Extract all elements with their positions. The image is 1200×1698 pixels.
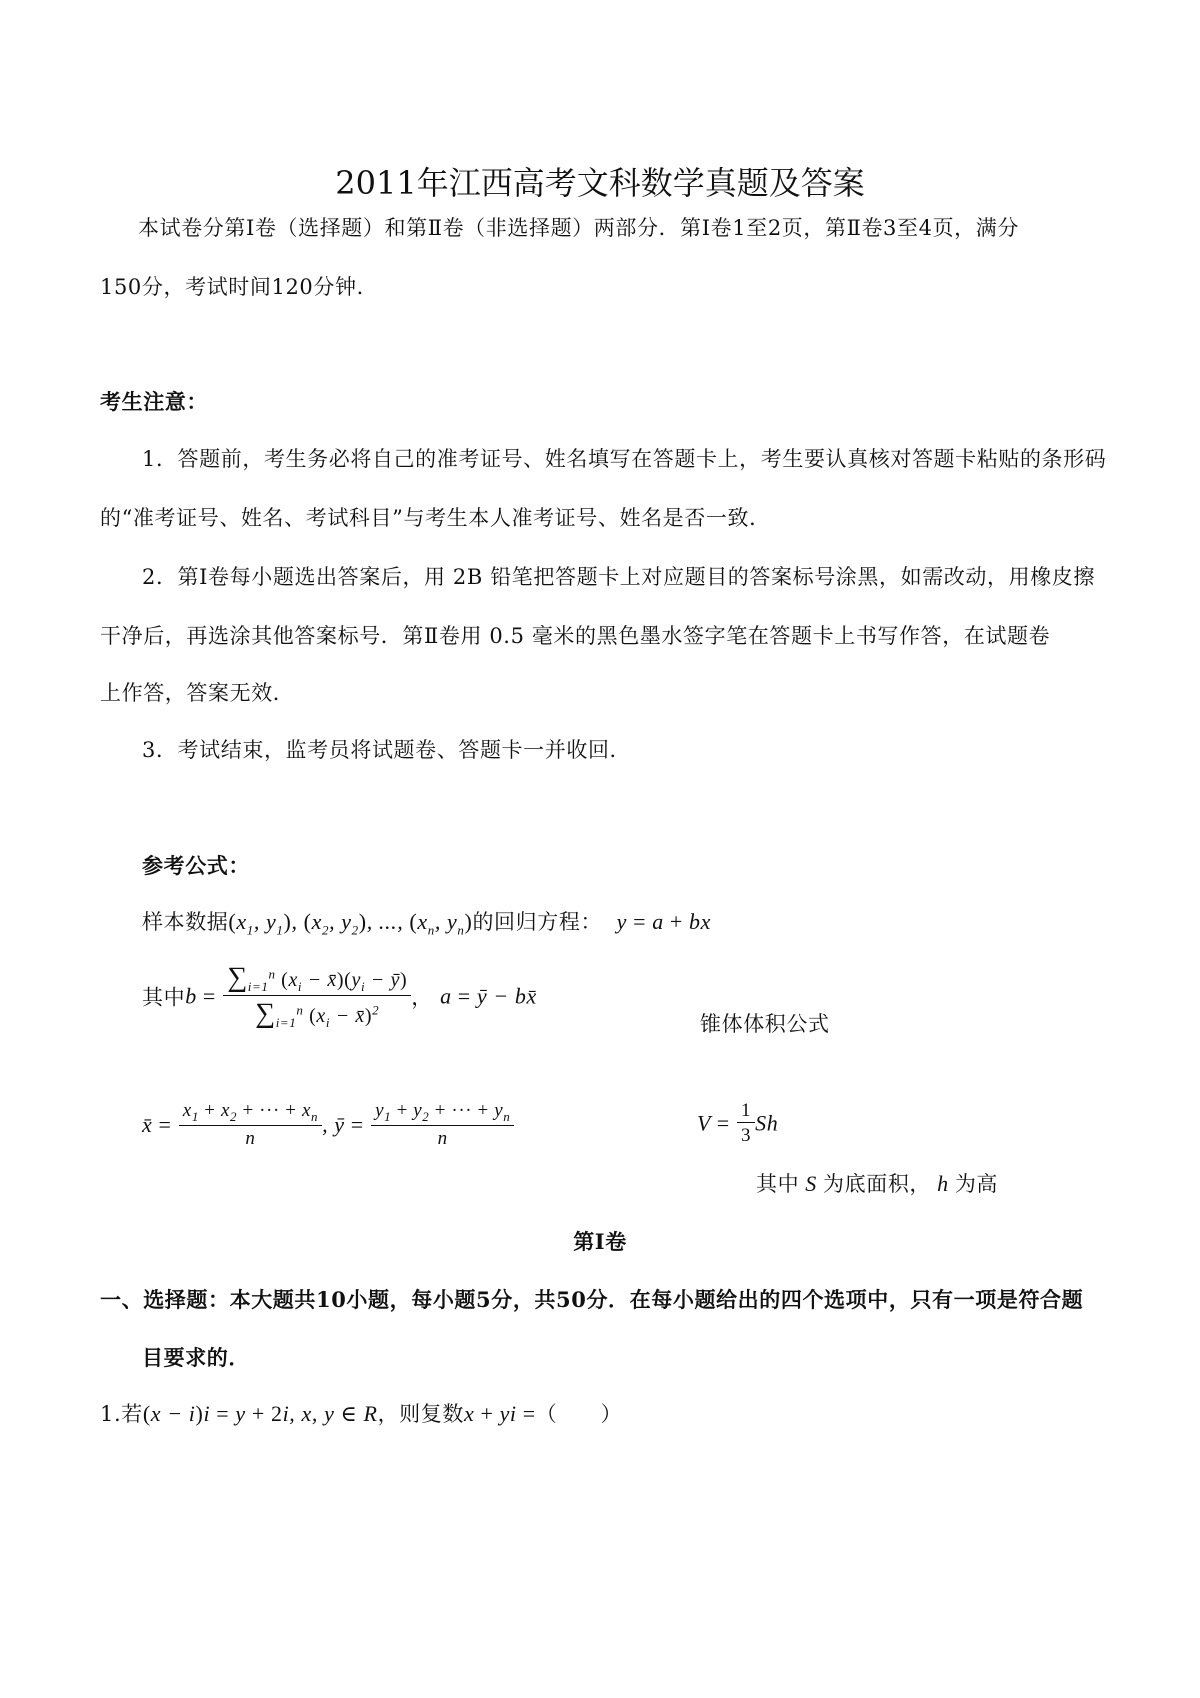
question-1-answer-blank: （ ） <box>535 1402 623 1426</box>
notice-item-2-line-1: 2．第Ⅰ卷每小题选出答案后，用 2B 铅笔把答题卡上对应题目的答案标号涂黑，如需改动，用橡皮擦 <box>142 565 1095 589</box>
y-mean-fraction: $\frac{y_1 + y_2 + \cdot\cdot\cdot + y_n}{n}$ <box>371 1100 514 1150</box>
b-prefix: 其中 <box>142 985 186 1010</box>
page-title: 2011年江西高考文科数学真题及答案 <box>335 164 865 202</box>
notice-item-2-line-3: 上作答，答案无效． <box>100 681 295 705</box>
regression-prefix: 样本数据 <box>142 910 229 934</box>
a-formula: a = ȳ − bx̄ <box>440 983 537 1009</box>
notice-item-1-line-1: 1．答题前，考生务必将自己的准考证号、姓名填写在答题卡上，考生要认真核对答题卡粘贴的条形码 <box>142 447 1107 471</box>
question-1-prefix: 若 <box>121 1402 143 1426</box>
mean-formulas: x̄ = $\frac{x_1 + x_2 + \cdot\cdot\cdot + x_n}{n}$ , ȳ = $\frac{y_1 + y_2 + \cdot\cdot\cdot + y_n}{n}$ <box>142 1100 514 1150</box>
notice-item-3: 3．考试结束，监考员将试题卷、答题卡一并收回． <box>142 738 632 762</box>
mc-instructions-line-2: 目要求的． <box>142 1345 250 1370</box>
formulas-heading: 参考公式： <box>142 853 250 878</box>
cone-volume-formula: V = $\frac{1}{3}$ Sh <box>697 1100 779 1146</box>
x-mean-fraction: $\frac{x_1 + x_2 + \cdot\cdot\cdot + x_n}{n}$ <box>179 1100 322 1150</box>
regression-equation: y = a + bx <box>616 909 712 934</box>
question-1-number: 1. <box>100 1402 122 1426</box>
cone-volume-note: 其中 S 为底面积， h 为高 <box>756 1171 999 1196</box>
question-1-expression: x + yi = <box>463 1401 536 1426</box>
intro-line-2: 150分，考试时间120分钟． <box>100 275 379 299</box>
cone-volume-label: 锥体体积公式 <box>700 1012 830 1036</box>
regression-suffix: 的回归方程： <box>472 910 603 934</box>
b-formula-line: 其中b = $\frac{\sum_{i=1}^n (x_i - x̄)(y_i - ȳ)}{\sum_{i=1}^n (x_i - x̄)^2}$ ， a = ȳ − bx̄ <box>142 962 537 1030</box>
notice-item-1-line-2: 的“准考证号、姓名、考试科目”与考生本人准考证号、姓名是否一致． <box>100 506 771 530</box>
intro-line-1: 本试卷分第Ⅰ卷（选择题）和第Ⅱ卷（非选择题）两部分．第Ⅰ卷1至2页，第Ⅱ卷3至4页，满分 <box>138 216 1019 240</box>
mc-instructions-line-1: 一、选择题：本大题共10小题，每小题5分，共50分．在每小题给出的四个选项中，只有一项是符合题 <box>100 1287 1084 1312</box>
b-fraction: $\frac{\sum_{i=1}^n (x_i - x̄)(y_i - ȳ)}{\sum_{i=1}^n (x_i - x̄)^2}$ <box>223 962 411 1031</box>
regression-formula-line <box>142 906 711 938</box>
question-1 <box>100 1398 622 1428</box>
question-1-condition: (x − i)i = y + 2i, x, y ∈ R <box>142 1401 378 1426</box>
question-1-mid: ，则复数 <box>377 1402 464 1426</box>
b-comma: ， <box>411 985 433 1010</box>
volume-title: 第Ⅰ卷 <box>573 1229 627 1254</box>
notice-heading: 考生注意： <box>100 389 208 414</box>
notice-item-2-line-2: 干净后，再选涂其他答案标号．第Ⅱ卷用 0.5 毫米的黑色墨水签字笔在答题卡上书写作答，在试题卷 <box>100 624 1051 648</box>
sample-data-expression: ($x_1$, $y_1$), ($x_2$, $y_2$), ..., ($x_n$, $y_n$) <box>228 909 473 938</box>
